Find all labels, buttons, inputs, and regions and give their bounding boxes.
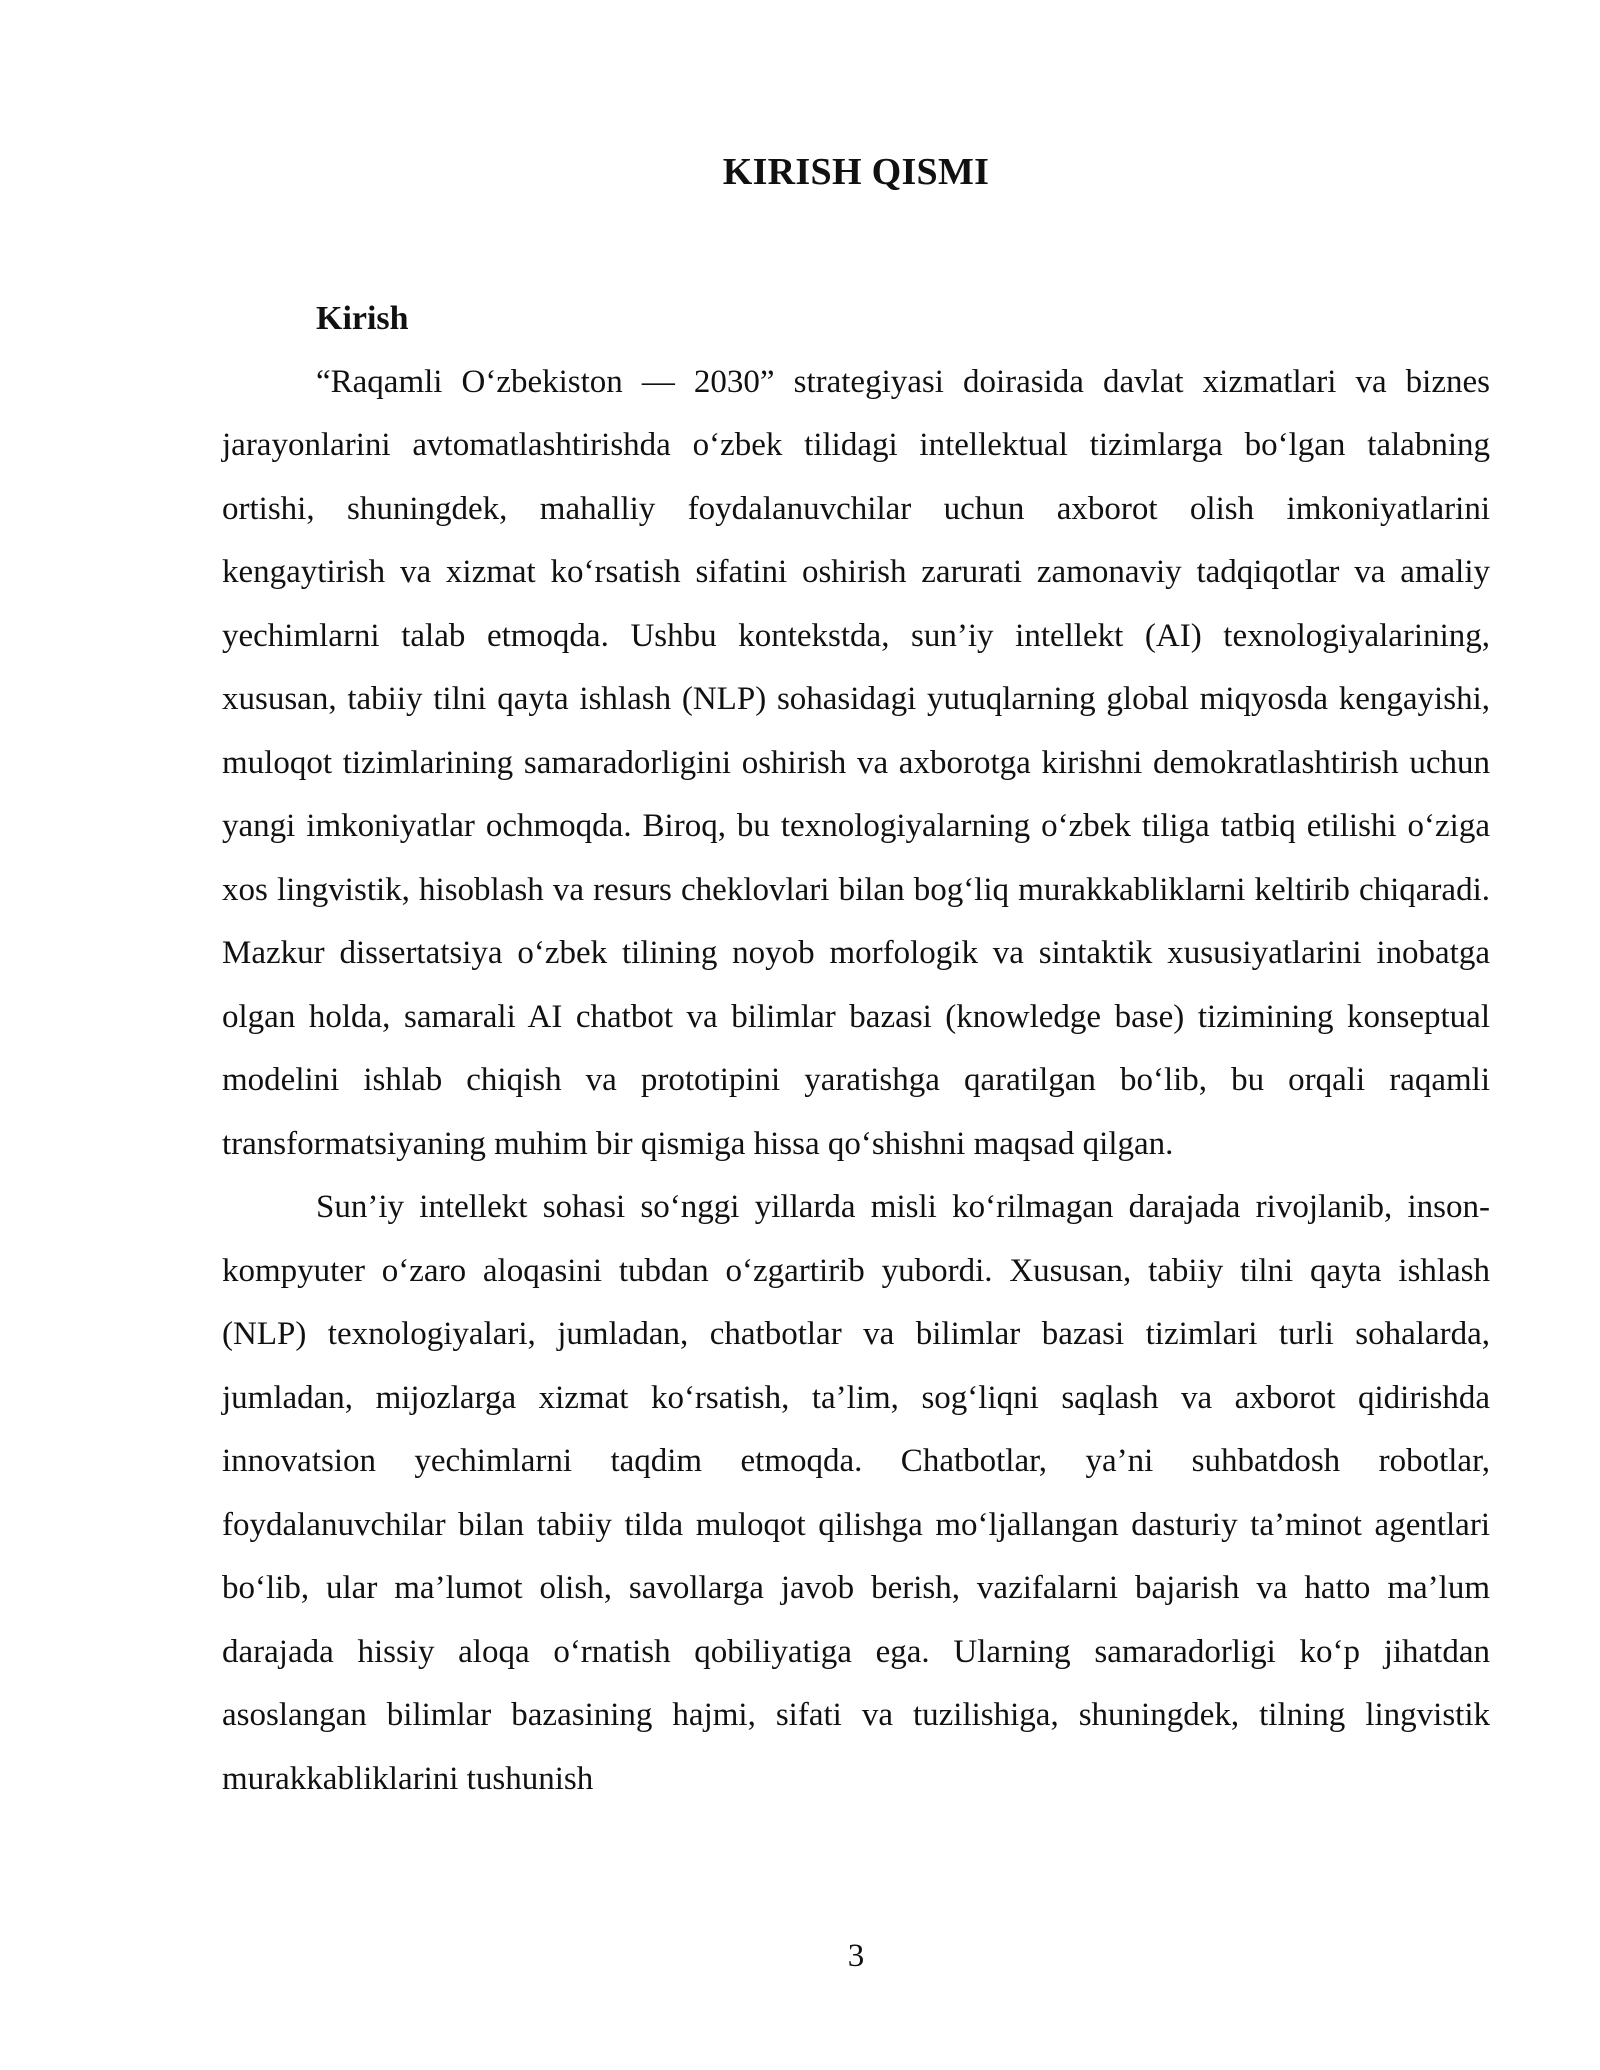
body-text bbox=[222, 287, 1490, 1811]
page-number: 3 bbox=[847, 1938, 865, 1974]
section-heading: Kirish bbox=[316, 300, 409, 337]
page-title: KIRISH QISMI bbox=[722, 151, 990, 193]
paragraph-1: “Raqamli O‘zbekiston — 2030” strategiyasi doirasida davlat xizmatlari va biznes jarayonlarini avtomatlashtirishda o‘zbek tilidagi intellektual tizimlarga bo‘lgan talabning ortishi, shuningdek, mahalliy foydalanuvchilar uchun axborot olish imkoniyatlarini kengaytirish va xizmat ko‘rsatish sifatini oshirish zarurati zamonaviy tadqiqotlar va amaliy yechimlarni talab etmoqda. Ushbu kontekstda, sun’iy intellekt (AI) texnologiyalarining, xususan, tabiiy tilni qayta ishlash (NLP) sohasidagi yutuqlarning global miqyosda kengayishi, muloqot tizimlarining samaradorligini oshirish va axborotga kirishni demokratlashtirish uchun yangi imkoniyatlar ochmoqda. Biroq, bu texnologiyalarning o‘zbek tiliga tatbiq etilishi o‘ziga xos lingvistik, hisoblash va resurs cheklovlari bilan bog‘liq murakkabliklarni keltirib chiqaradi. Mazkur dissertatsiya o‘zbek tilining noyob morfologik va sintaktik xususiyatlarini inobatga olgan holda, samarali AI chatbot va bilimlar bazasi (knowledge base) tizimining konseptual modelini ishlab chiqish va prototipini yaratishga qaratilgan bo‘lib, bu orqali raqamli transformatsiyaning muhim bir qismiga hissa qo‘shishni maqsad qilgan. bbox=[222, 363, 1490, 1162]
paragraph-2: Sun’iy intellekt sohasi so‘nggi yillarda misli ko‘rilmagan darajada rivojlanib, inson-kompyuter o‘zaro aloqasini tubdan o‘zgartirib yubordi. Xususan, tabiiy tilni qayta ishlash (NLP) texnologiyalari, jumladan, chatbotlar va bilimlar bazasi tizimlari turli sohalarda, jumladan, mijozlarga xizmat ko‘rsatish, ta’lim, sog‘liqni saqlash va axborot qidirishda innovatsion yechimlarni taqdim etmoqda. Chatbotlar, ya’ni suhbatdosh robotlar, foydalanuvchilar bilan tabiiy tilda muloqot qilishga mo‘ljallangan dasturiy ta’minot agentlari bo‘lib, ular ma’lumot olish, savollarga javob berish, vazifalarni bajarish va hatto ma’lum darajada hissiy aloqa o‘rnatish qobiliyatiga ega. Ularning samaradorligi ko‘p jihatdan asoslangan bilimlar bazasining hajmi, sifati va tuzilishiga, shuningdek, tilning lingvistik murakkabliklarini tushunish bbox=[222, 1189, 1490, 1797]
